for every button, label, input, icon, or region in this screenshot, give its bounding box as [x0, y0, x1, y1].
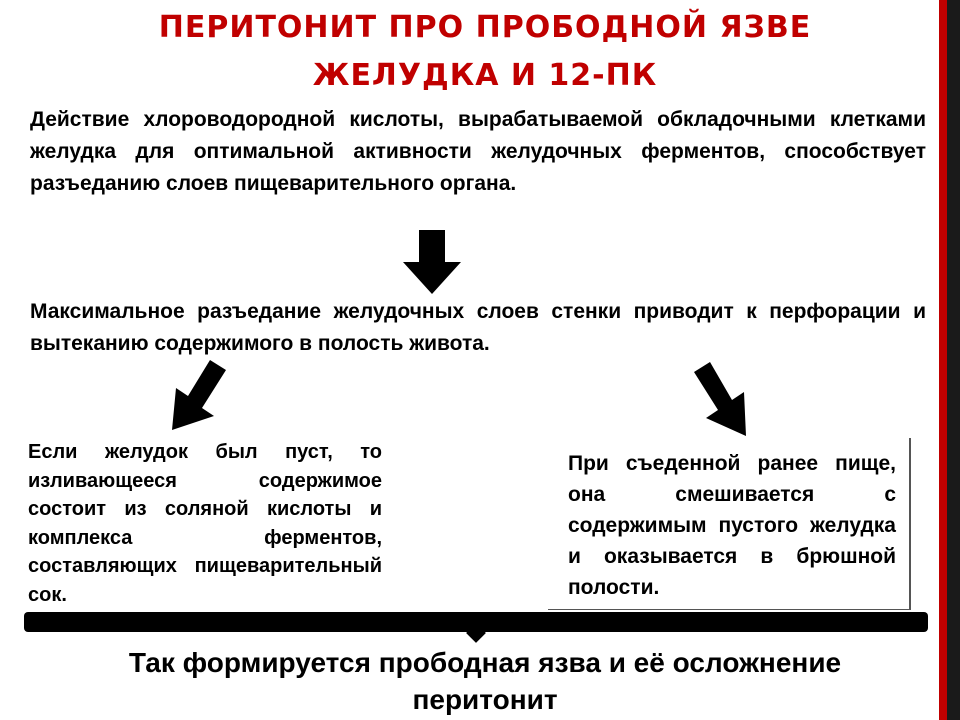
side-dark-bar — [947, 0, 960, 720]
conclusion-text — [40, 644, 930, 718]
title-line-2: ЖЕЛУДКА И 12-ПК — [312, 58, 658, 93]
arrow-down-left-icon — [160, 352, 230, 436]
conclusion-line-2: перитонит — [412, 684, 558, 715]
perforation-paragraph: Максимальное разъедание желудочных слоев стенки приводит к перфорации и вытеканию содержимого в полость живота. — [30, 300, 926, 355]
slide-title — [40, 4, 930, 100]
arrow-down-right-icon — [686, 356, 758, 442]
empty-stomach-paragraph: Если желудок был пуст, то изливающееся содержимое состоит из соляной кислоты и комплекса ферментов, составляющих пищеварительный сок. — [28, 441, 382, 606]
acid-action-paragraph: Действие хлороводородной кислоты, вырабатываемой обкладочными клетками желудка для оптимальной активности желудочных ферментов, способствует разъеданию слоев пищеварительного органа. — [30, 108, 926, 195]
side-accent-bar — [939, 0, 947, 720]
title-line-1: ПЕРИТОНИТ ПРО ПРОБОДНОЙ ЯЗВЕ — [158, 10, 812, 45]
conclusion-line-1: Так формируется прободная язва и её осложнение — [128, 647, 842, 678]
eaten-food-paragraph: При съеденной ранее пище, она смешивается с содержимым пустого желудка и оказывается в брюшной полости. — [568, 452, 896, 599]
arrow-down-icon — [403, 230, 461, 294]
